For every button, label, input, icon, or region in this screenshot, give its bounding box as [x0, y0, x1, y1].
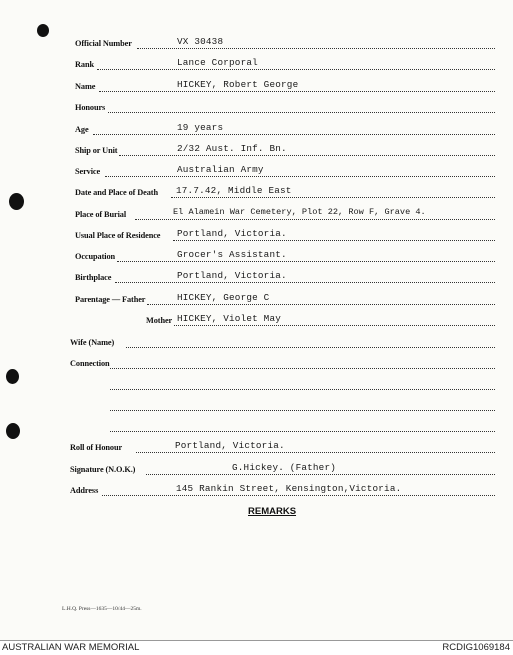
field-value: Portland, Victoria.: [177, 270, 287, 281]
field-line: [93, 134, 495, 135]
field-value: Lance Corporal: [177, 57, 258, 68]
field-value: 2/32 Aust. Inf. Bn.: [177, 143, 287, 154]
connection-line-2: [110, 389, 495, 390]
field-line: [108, 112, 495, 113]
field-name: [75, 79, 495, 94]
field-official-number: [75, 36, 495, 51]
field-value: 145 Rankin Street, Kensington,Victoria.: [176, 483, 402, 494]
connection-line-4: [110, 431, 495, 432]
archive-footer: [0, 640, 513, 655]
field-label: Signature (N.O.K.): [70, 465, 136, 474]
archive-name: AUSTRALIAN WAR MEMORIAL: [2, 642, 140, 653]
field-line: [146, 474, 495, 475]
field-label: Honours: [75, 103, 106, 112]
field-line: [136, 452, 495, 453]
field-label: Address: [70, 486, 99, 495]
field-service: [75, 164, 495, 179]
field-age: [75, 122, 495, 137]
field-value: Portland, Victoria.: [177, 228, 287, 239]
field-label: Birthplace: [75, 273, 112, 282]
field-label: Ship or Unit: [75, 146, 118, 155]
printer-imprint: L.H.Q. Press—1635—10/44—25m.: [62, 606, 142, 612]
field-ship-or-unit: [75, 143, 495, 158]
field-usual-residence: [75, 228, 495, 243]
field-line: [110, 368, 495, 369]
field-line: [174, 325, 495, 326]
field-wife: [70, 338, 495, 350]
punch-hole-bottom: [6, 423, 20, 439]
field-occupation: [75, 249, 495, 264]
field-label: Place of Burial: [75, 210, 127, 219]
field-label: Service: [75, 167, 101, 176]
field-line: [115, 282, 495, 283]
remarks-heading: REMARKS: [248, 506, 297, 517]
field-line: [102, 495, 495, 496]
archive-reference: RCDIG1069184: [442, 642, 510, 653]
field-value: HICKEY, George C: [177, 292, 270, 303]
field-father: [75, 292, 495, 307]
field-line: [105, 176, 495, 177]
field-label: Parentage — Father: [75, 295, 146, 304]
field-line: [99, 91, 495, 92]
field-value: VX 30438: [177, 36, 224, 47]
field-connection: [70, 359, 495, 371]
field-label: Official Number: [75, 39, 132, 48]
field-birthplace: [75, 270, 495, 285]
punch-hole-top: [37, 24, 49, 37]
field-line: [126, 347, 495, 348]
field-label: Rank: [75, 60, 94, 69]
field-line: [137, 48, 495, 49]
field-value: Australian Army: [177, 164, 264, 175]
field-label: Usual Place of Residence: [75, 231, 161, 240]
field-value: G.Hickey. (Father): [232, 462, 337, 473]
field-line: [117, 261, 495, 262]
field-value: 19 years: [177, 122, 224, 133]
field-line: [147, 304, 495, 305]
field-label: Name: [75, 82, 96, 91]
field-value: HICKEY, Robert George: [177, 79, 299, 90]
punch-hole-lower: [6, 369, 19, 384]
field-value: El Alamein War Cemetery, Plot 22, Row F, Grave 4.: [173, 207, 426, 217]
field-signature: [70, 462, 495, 477]
punch-hole-upper: [9, 193, 24, 210]
field-address: [70, 483, 495, 498]
field-line: [119, 155, 495, 156]
field-place-of-burial: [75, 207, 495, 222]
connection-line-3: [110, 410, 495, 411]
field-date-place-death: [75, 185, 495, 200]
field-label: Roll of Honour: [70, 443, 123, 452]
field-label: Date and Place of Death: [75, 188, 158, 197]
field-label: Connection: [70, 359, 110, 368]
field-mother: [146, 313, 495, 328]
field-value: HICKEY, Violet May: [177, 313, 282, 324]
field-label: Wife (Name): [70, 338, 115, 347]
field-line: [171, 197, 495, 198]
field-label: Occupation: [75, 252, 116, 261]
field-honours: [75, 103, 495, 115]
field-line: [97, 69, 495, 70]
field-value: Grocer's Assistant.: [177, 249, 287, 260]
field-label: Mother: [146, 316, 173, 325]
field-label: Age: [75, 125, 89, 134]
field-roll-of-honour: [70, 440, 495, 455]
field-value: Portland, Victoria.: [175, 440, 285, 451]
field-line: [173, 240, 495, 241]
field-rank: [75, 57, 495, 72]
field-line: [135, 219, 495, 220]
field-value: 17.7.42, Middle East: [176, 185, 292, 196]
